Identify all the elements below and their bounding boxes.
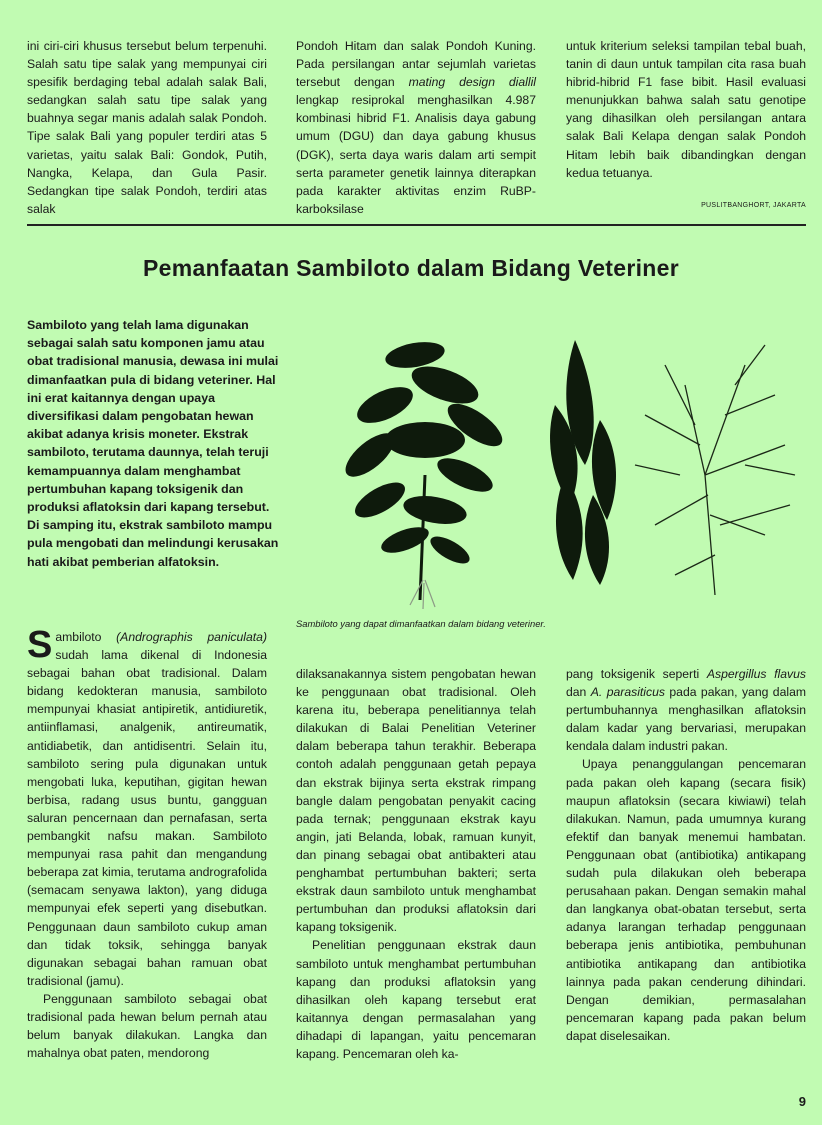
author-credit: PUSLITBANGHORT, JAKARTA [701, 202, 806, 209]
article-title: Pemanfaatan Sambiloto dalam Bidang Veteriner [143, 255, 679, 281]
page-number: 9 [798, 1094, 806, 1109]
top-column-3: untuk kriterium seleksi tampilan tebal buah, tanin di daun untuk tampilan cita rasa buah hibrid-hibrid F1 fase bibit. Hasil evaluasi menunjukkan bahwa salah satu genotipe yang dihasilkan oleh persilangan antara salak Bali Kelapa dengan salak Pondoh Hitam lebih baik dibandingkan dengan kedua tetuanya. [566, 39, 806, 180]
body-column-2: dilaksanakannya sistem pengobatan hewan ke penggunaan obat tradisional. Oleh karena itu, beberapa penelitiannya telah dilakukan di Balai Penelitian Veteriner dalam beberapa tahun terakhir. Beberapa contoh adalah penggunaan getah pepaya dan ekstrak bijinya serta ekstrak rimpang bangle dalam pengobatan penyakit cacing pada ternak; penggunaan ekstrak kayu angin, jati Belanda, lobak, ramuan kunyit, dan pinang sebagai obat antibakteri atau penghambat pertumbuhan bakteri; serta ekstrak daun sambiloto untuk menghambat pertumbuhan dan produksi aflatoksin dari kapang toksigenik. Penelitian penggunaan ekstrak daun sambiloto untuk menghambat pertumbuhan kapang dan produksi aflatoksin yang dihasilkan oleh kapang tersebut erat kaitannya dengan permasalahan yang dihadapi di lapangan, yaitu pencemaran kapang. Pencemaran oleh ka- [296, 667, 536, 1061]
section-divider [27, 224, 806, 226]
dried-plant-image [635, 345, 795, 595]
leaf-image [550, 340, 616, 585]
drop-cap: S [27, 624, 53, 666]
plant-sprig-image [339, 338, 509, 609]
body-column-1: Sambiloto (Andrographis paniculata) sudah lama dikenal di Indonesia sebagai bahan obat tradisional. Dalam bidang kedokteran manusia, sambiloto mempunyai khasiat antipiretik, antidiuretik, antiinflamasi, analgenik, antireumatik, antidiabetik, dan antidisentri. Selain itu, sambiloto sering pula digunakan untuk mengobati luka, keputihan, gigitan hewan berbisa, radang usus buntu, gangguan saluran pencernaan dan pernafasan, serta pembangkit nafsu makan. Sambiloto mempunyai rasa pahit dan mengandung beberapa zat kimia, terutama andrografolida (semacam senyawa lakton), yang diduga mempunyai efek seperti yang disebutkan. Penggunaan daun sambiloto cukup aman dan tidak toksik, sehingga banyak digunakan sebagai bahan ramuan obat tradisional (jamu). Penggunaan sambiloto sebagai obat tradisional pada hewan belum pernah atau belum banyak dilakukan. Langka dan mahalnya obat paten, mendorong [27, 624, 267, 1061]
body-column-3: pang toksigenik seperti Aspergillus flavus dan A. parasiticus pada pakan, yang dalam pertumbuhannya menghasilkan aflatoksin dalam kadar yang bervariasi, merupakan kendala dalam industri pakan. Upaya penanggulangan pencemaran pada pakan oleh kapang (secara fisik) maupun aflatoksin (secara kiwiawi) telah dilakukan. Namun, pada umumnya kurang efektif dan banyak menemui hambatan. Penggunaan obat (antibiotika) antikapang sudah pula dilakukan oleh beberapa perusahaan pakan. Dengan semakin mahal dan langkanya obat-obatan tersebut, serta adanya larangan terhadap penggunaan beberapa jenis antibiotika, pembuhunan antibiotika antikapang dan antibiotika lainnya pada pakan cenderung dihindari. Dengan demikian, permasalahan pencemaran kapang pada pakan belum dapat diselesaikan. [566, 667, 807, 1043]
top-column-1: ini ciri-ciri khusus tersebut belum terpenuhi. Salah satu tipe salak yang mempunyai ciri spesifik berdaging tebal adalah salak Bali, sedangkan salah satu tipe salak yang buahnya segar manis adalah salak Pondoh. Tipe salak Bali yang populer terdiri atas 5 varietas, yaitu salak Bali: Gondok, Putih, Nangka, Kelapa, dan Gula Pasir. Sedangkan tipe salak Pondoh, terdiri atas salak [27, 39, 267, 216]
top-column-2: Pondoh Hitam dan salak Pondoh Kuning. Pada persilangan antar sejumlah varietas tersebut dengan mating design diallil lengkap resiprokal menghasilkan 4.987 kombinasi hibrid F1. Analisis daya gabung umum (DGU) dan daya gabung khusus (DGK), serta daya waris dalam arti sempit serta parameter genetik lainnya diterapkan pada karakter aktivitas enzim RuBP-karboksilase [296, 39, 536, 216]
photo-caption: Sambiloto yang dapat dimanfaatkan dalam bidang veteriner. [296, 618, 546, 629]
lead-paragraph: Sambiloto yang telah lama digunakan sebagai salah satu komponen jamu atau obat tradisional manusia, dewasa ini mulai dimanfaatkan pula di bidang veteriner. Hal ini erat kaitannya dengan upaya diversifikasi dalam pengobatan hewan akibat adanya krisis moneter. Ekstrak sambiloto, terutama daunnya, telah teruji kemampuannya dalam menghambat pertumbuhan kapang toksigenik dan produksi aflatoksin dari kapang tersebut. Di samping itu, ekstrak sambiloto mampu pula mengobati dan melindungi kerusakan hati akibat pemberian alfatoksin. [27, 318, 279, 569]
sambiloto-photo [325, 325, 803, 610]
